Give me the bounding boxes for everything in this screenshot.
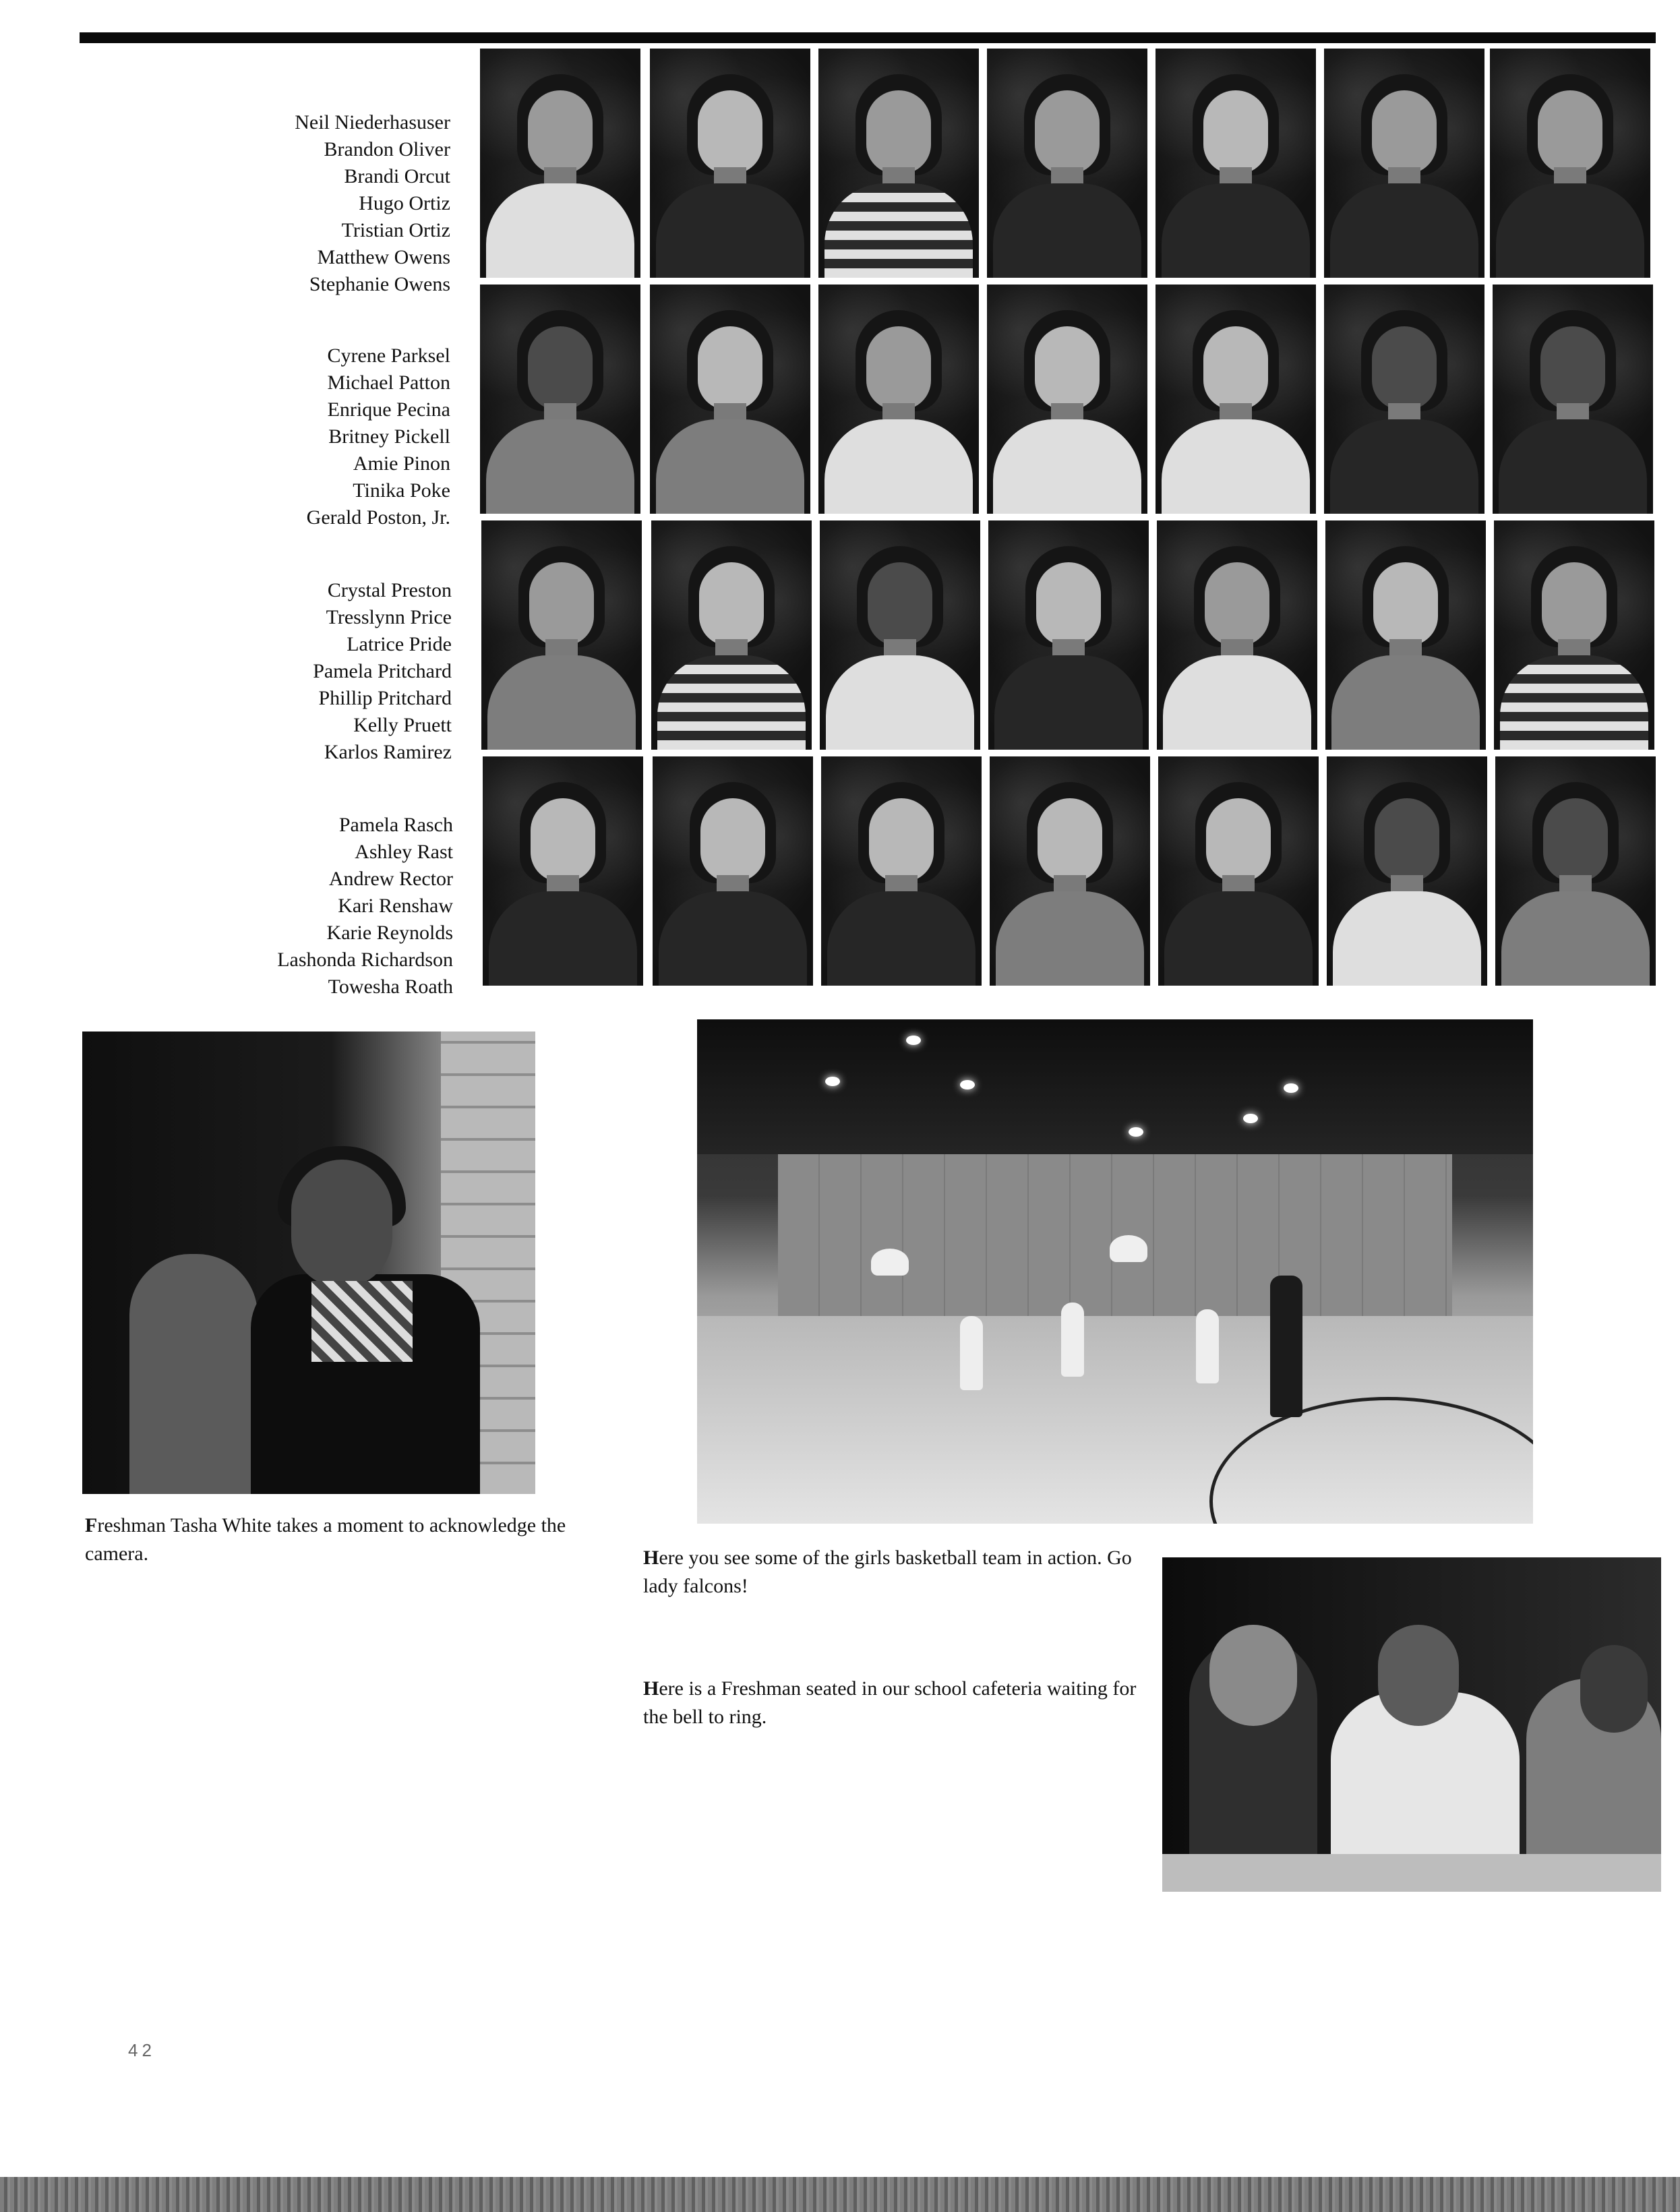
student-name: Brandon Oliver — [324, 138, 450, 160]
student-portrait — [818, 285, 979, 514]
student-name: Michael Patton — [327, 371, 450, 394]
student-name: Britney Pickell — [328, 425, 450, 448]
student-portrait — [1324, 285, 1484, 514]
student-name: Lashonda Richardson — [277, 949, 453, 971]
student-name: Stephanie Owens — [309, 273, 450, 295]
page-number: 42 — [128, 2040, 156, 2060]
student-name: Kelly Pruett — [353, 714, 452, 736]
student-name: Ashley Rast — [355, 841, 453, 863]
caption-text: ere you see some of the girls basketball team in action. Go lady falcons! — [643, 1547, 1132, 1597]
student-portrait — [483, 756, 643, 986]
student-name: Phillip Pritchard — [318, 687, 452, 709]
student-portrait — [1325, 520, 1486, 750]
student-portrait — [651, 520, 812, 750]
student-portrait — [1157, 520, 1317, 750]
caption-cafeteria — [643, 1675, 1156, 1731]
caption-text: reshman Tasha White takes a moment to acknowledge the camera. — [85, 1514, 566, 1565]
student-portrait — [820, 520, 980, 750]
student-name: Andrew Rector — [328, 868, 453, 890]
name-list-row-1 — [73, 109, 450, 298]
portrait-row-4 — [479, 756, 1652, 989]
student-portrait — [480, 49, 640, 278]
student-name: Towesha Roath — [328, 976, 453, 998]
student-name: Enrique Pecina — [327, 398, 450, 421]
student-portrait — [1494, 520, 1654, 750]
student-portrait — [1156, 285, 1316, 514]
student-name: Matthew Owens — [317, 246, 450, 268]
portrait-row-3 — [479, 520, 1652, 753]
student-name: Hugo Ortiz — [359, 192, 450, 214]
name-list-row-2 — [73, 342, 450, 531]
student-portrait — [821, 756, 982, 986]
student-portrait — [1493, 285, 1653, 514]
student-portrait — [480, 285, 640, 514]
student-portrait — [988, 520, 1149, 750]
student-name: Karlos Ramirez — [324, 741, 452, 763]
student-portrait — [818, 49, 979, 278]
caption-text: ere is a Freshman seated in our school cafeteria waiting for the bell to ring. — [643, 1677, 1137, 1728]
student-portrait — [1324, 49, 1484, 278]
student-name: Tristian Ortiz — [341, 219, 450, 241]
candid-photo-basketball-gym — [697, 1019, 1533, 1524]
student-portrait — [650, 285, 810, 514]
portrait-row-2 — [479, 285, 1652, 517]
student-portrait — [1158, 756, 1319, 986]
student-name: Brandi Orcut — [344, 165, 450, 187]
name-list-row-4 — [76, 812, 453, 1000]
student-name: Tinika Poke — [353, 479, 450, 502]
student-name: Pamela Rasch — [338, 814, 453, 836]
caption-dropcap: F — [85, 1514, 98, 1536]
candid-photo-tasha-white — [82, 1032, 535, 1494]
student-name: Kari Renshaw — [338, 895, 453, 917]
name-list-row-3 — [74, 577, 452, 766]
student-portrait — [1327, 756, 1487, 986]
student-portrait — [1490, 49, 1650, 278]
student-portrait — [990, 756, 1150, 986]
student-name: Amie Pinon — [353, 452, 450, 475]
student-portrait — [987, 49, 1147, 278]
student-portrait — [650, 49, 810, 278]
student-name: Latrice Pride — [347, 633, 452, 655]
page-bottom-edge — [0, 2177, 1680, 2212]
student-name: Pamela Pritchard — [313, 660, 452, 682]
student-portrait — [653, 756, 813, 986]
student-name: Tresslynn Price — [326, 606, 452, 628]
student-portrait — [1495, 756, 1656, 986]
student-name: Cyrene Parksel — [327, 345, 450, 367]
student-portrait — [987, 285, 1147, 514]
student-portrait — [1156, 49, 1316, 278]
student-name: Neil Niederhasuser — [295, 111, 450, 133]
student-name: Karie Reynolds — [326, 922, 453, 944]
student-portrait — [481, 520, 642, 750]
candid-photo-cafeteria — [1162, 1557, 1661, 1892]
top-rule — [80, 32, 1656, 43]
caption-dropcap: H — [643, 1547, 659, 1569]
caption-tasha-white — [85, 1512, 597, 1568]
caption-dropcap: H — [643, 1677, 659, 1700]
student-name: Crystal Preston — [327, 579, 452, 601]
portrait-row-1 — [479, 49, 1652, 281]
student-name: Gerald Poston, Jr. — [306, 506, 450, 529]
caption-basketball — [643, 1544, 1156, 1601]
